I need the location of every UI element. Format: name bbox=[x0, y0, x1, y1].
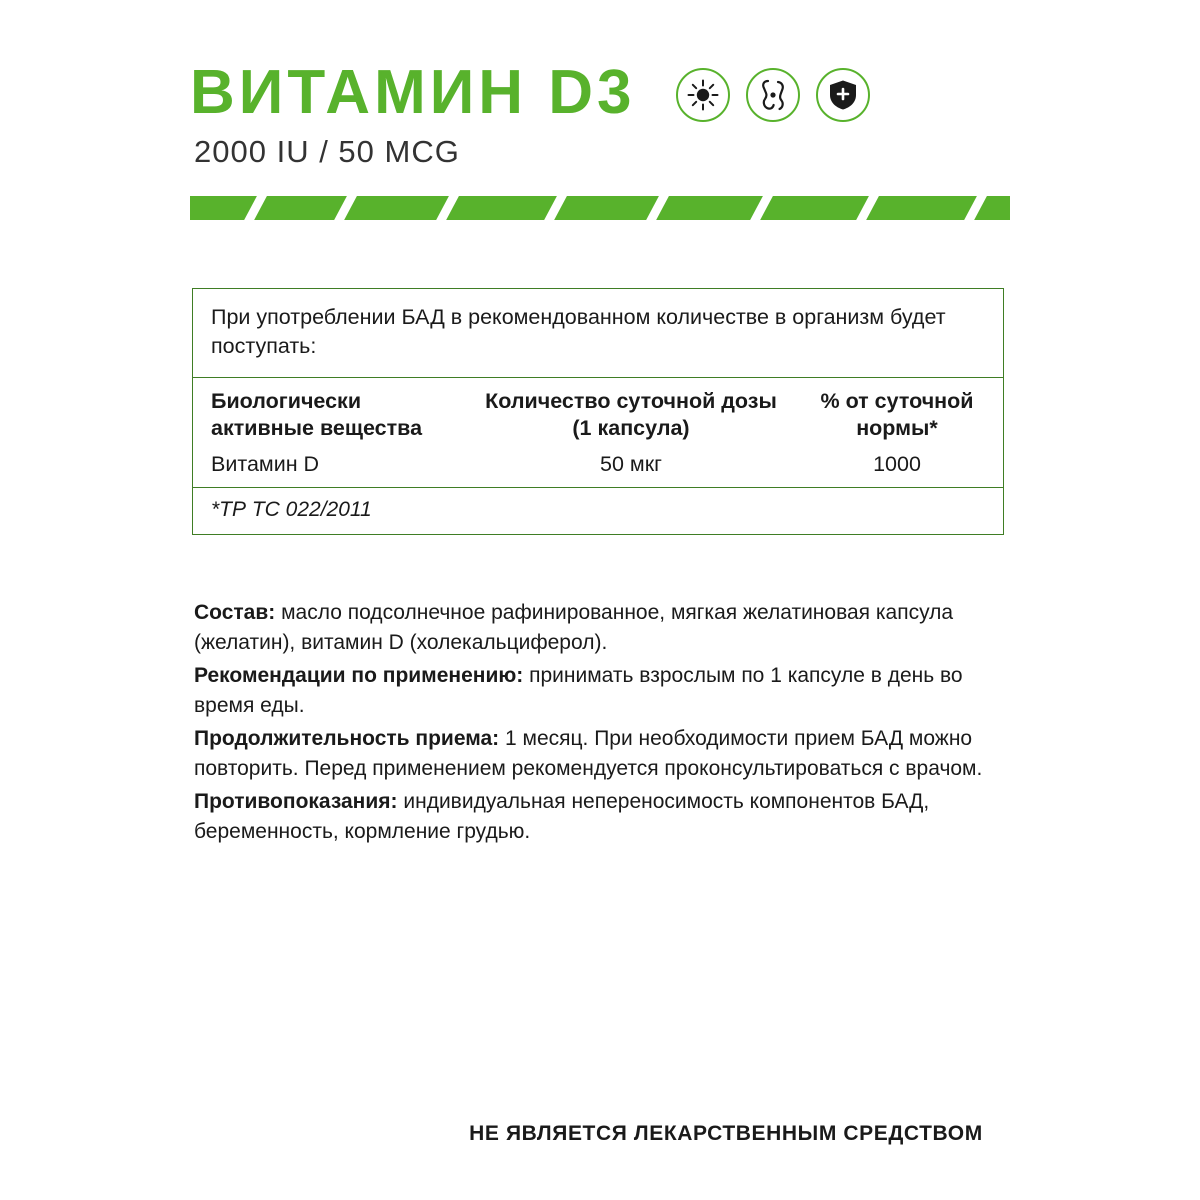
table-row: Витамин D bbox=[211, 451, 320, 476]
joint-bone-icon bbox=[746, 68, 800, 122]
description-block bbox=[194, 598, 984, 850]
page-title: ВИТАМИН D3 bbox=[190, 58, 636, 127]
product-header bbox=[190, 58, 1010, 170]
table-column-header: Количество суточной дозы (1 капсула) bbox=[485, 389, 777, 440]
table-column-header: % от суточной нормы* bbox=[820, 389, 974, 440]
benefit-icon-group bbox=[676, 68, 870, 122]
table-column-header: Биологически активные вещества bbox=[211, 389, 423, 440]
description-text: 1 месяц. При необходимости прием БАД можно повторить. Перед применением рекомендуется проконсультироваться с врачом. bbox=[194, 726, 983, 781]
description-item bbox=[194, 787, 984, 848]
disclaimer-text: НЕ ЯВЛЯЕТСЯ ЛЕКАРСТВЕННЫМ СРЕДСТВОМ bbox=[469, 1122, 983, 1145]
dosage-subtitle: 2000 IU / 50 MCG bbox=[194, 134, 460, 169]
description-label: Противопоказания: bbox=[194, 789, 398, 813]
table-row: 50 мкг bbox=[600, 451, 662, 476]
table-footnote: *ТР ТС 022/2011 bbox=[193, 487, 1003, 534]
description-text: принимать взрослым по 1 капсуле в день во время еды. bbox=[194, 663, 963, 718]
description-label: Состав: bbox=[194, 601, 276, 624]
shield-plus-icon bbox=[816, 68, 870, 122]
description-item bbox=[194, 598, 984, 659]
description-label: Рекомендации по применению: bbox=[194, 663, 524, 687]
nutrition-table bbox=[192, 288, 1004, 535]
table-intro-text: При употреблении БАД в рекомендованном количестве в организм будет поступать: bbox=[193, 289, 1003, 378]
description-text: индивидуальная непереносимость компонентов БАД, беременность, кормление грудью. bbox=[194, 789, 930, 844]
title-row bbox=[190, 58, 1010, 127]
table-grid bbox=[193, 378, 1003, 487]
sun-icon bbox=[676, 68, 730, 122]
table-row: 1000 bbox=[873, 451, 921, 476]
decorative-green-bar bbox=[190, 196, 1010, 220]
description-item bbox=[194, 724, 984, 785]
description-label: Продолжительность приема: bbox=[194, 726, 500, 750]
footer bbox=[0, 1122, 1200, 1146]
description-item bbox=[194, 661, 984, 722]
description-text: масло подсолнечное рафинированное, мягкая желатиновая капсула (желатин), витамин D (холекальциферол). bbox=[194, 601, 954, 655]
